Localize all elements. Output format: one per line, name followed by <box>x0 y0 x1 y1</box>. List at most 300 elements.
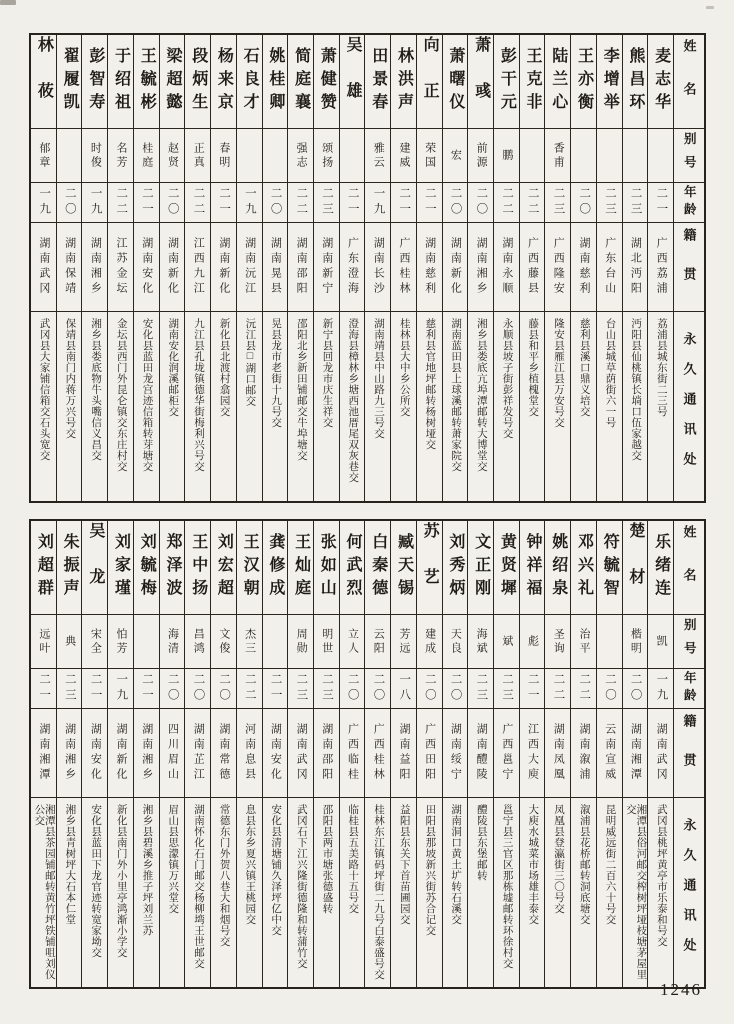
person-address-text: 台山县城草荫街六一号 <box>604 318 616 428</box>
person-native-place-text: 湖南邵阳 <box>295 237 308 297</box>
person-name-text: 刘超群 <box>35 533 53 602</box>
person-age-text: 一九 <box>243 187 256 218</box>
person-column <box>210 521 236 987</box>
person-age-cell <box>571 183 596 223</box>
person-alias-cell <box>571 615 596 669</box>
person-native-place-text: 广西邕宁 <box>500 723 513 783</box>
person-column <box>339 35 365 501</box>
person-age-cell <box>443 669 468 709</box>
person-address-text: 眉山县思濛镇万兴堂交 <box>167 804 179 914</box>
person-address-text: 保靖县南门内蒋万兴号交 <box>64 318 76 439</box>
person-name-cell <box>365 521 390 615</box>
person-age-cell <box>82 669 107 709</box>
person-name-cell <box>314 521 339 615</box>
person-address-cell <box>31 798 56 987</box>
person-age-text: 二一 <box>269 673 282 704</box>
person-age-text: 二〇 <box>449 673 462 704</box>
person-name-cell <box>134 521 159 615</box>
person-column <box>390 35 416 501</box>
person-native-place-text: 湖南安化 <box>89 723 102 783</box>
person-native-place-text: 湖南凤凰 <box>552 723 565 783</box>
person-age-cell <box>108 183 133 223</box>
person-alias-cell <box>443 129 468 183</box>
person-age-cell <box>288 669 313 709</box>
person-name-text: 田景春 <box>369 47 387 116</box>
person-column <box>364 521 390 987</box>
person-native-place-text: 广西藤县 <box>526 237 539 297</box>
person-name-text: 萧彧 <box>472 35 490 128</box>
person-column <box>519 521 545 987</box>
person-age-text: 二一 <box>398 187 411 218</box>
person-native-place-text: 湖南沅江 <box>243 237 256 297</box>
person-age-cell <box>391 669 416 709</box>
person-address-text: 慈利县官地坪邮转杨树垭交 <box>424 318 436 450</box>
person-alias-cell <box>443 615 468 669</box>
person-address-cell <box>57 798 82 987</box>
person-native-place-text: 广西荔浦 <box>655 237 668 297</box>
person-native-place-cell <box>211 223 236 312</box>
person-address-cell <box>417 312 442 501</box>
person-name-text: 翟履凯 <box>61 47 79 116</box>
header-alias-label: 别号 <box>682 132 697 179</box>
person-address-cell <box>623 312 648 501</box>
person-native-place-cell <box>134 709 159 798</box>
person-name-cell <box>391 521 416 615</box>
person-native-place-cell <box>520 223 545 312</box>
person-column <box>493 35 519 501</box>
person-address-text: 湖南安化润溪邮柜交 <box>167 318 179 417</box>
person-alias-cell <box>648 615 673 669</box>
person-native-place-text: 广西桂林 <box>397 237 410 297</box>
person-alias-cell <box>31 129 56 183</box>
person-alias-cell <box>520 615 545 669</box>
person-age-cell <box>160 669 185 709</box>
person-column <box>107 35 133 501</box>
person-age-text: 二二 <box>501 187 514 218</box>
scan-artifact <box>0 0 16 5</box>
person-native-place-text: 云南宣威 <box>603 723 616 783</box>
person-name-text: 梁超懿 <box>163 47 181 116</box>
person-address-text: 邕宁县三官区那栋墟邮转环徐村交 <box>501 804 513 969</box>
person-name-text: 王亦衡 <box>575 47 593 116</box>
person-address-text: 荔浦县城东街二三号 <box>655 318 667 417</box>
person-alias-text: 周勋 <box>295 627 308 656</box>
person-age-text: 二一 <box>141 187 154 218</box>
person-name-cell <box>108 521 133 615</box>
person-native-place-text: 湖南湘乡 <box>63 723 76 783</box>
person-alias-cell <box>545 615 570 669</box>
person-column <box>184 35 210 501</box>
person-column <box>390 521 416 987</box>
person-address-cell <box>494 312 519 501</box>
person-address-text: 桂林东江镇码坪街二九号白泰盛号交 <box>372 804 384 980</box>
person-address-cell <box>468 312 493 501</box>
person-column <box>31 35 56 501</box>
header-alias-cell <box>674 129 704 183</box>
person-age-text: 二一 <box>89 673 102 704</box>
person-column <box>262 35 288 501</box>
person-native-place-cell <box>31 223 56 312</box>
person-address-cell <box>365 312 390 501</box>
person-address-cell <box>648 312 673 501</box>
person-address-cell <box>314 312 339 501</box>
person-age-cell <box>57 183 82 223</box>
person-native-place-text: 湖南湘乡 <box>475 237 488 297</box>
person-age-text: 二二 <box>192 187 205 218</box>
person-address-text: 湘乡县青树坪大石本仁堂 <box>64 804 76 925</box>
person-name-cell <box>31 521 56 615</box>
person-address-cell <box>288 312 313 501</box>
person-column <box>81 521 107 987</box>
person-alias-cell <box>108 615 133 669</box>
person-name-cell <box>443 521 468 615</box>
person-alias-text: 建成 <box>423 627 436 656</box>
person-alias-text: 时俊 <box>89 141 102 170</box>
person-address-text: 金坛县西门外昆仑镇交东庄村交 <box>115 318 127 472</box>
person-address-cell <box>185 798 210 987</box>
person-name-cell <box>134 35 159 129</box>
person-alias-cell <box>391 615 416 669</box>
person-alias-cell <box>211 615 236 669</box>
person-native-place-text: 湖南湘潭 <box>629 723 642 783</box>
person-native-place-cell <box>57 709 82 798</box>
person-alias-cell <box>314 129 339 183</box>
person-name-cell <box>263 35 288 129</box>
person-column <box>467 35 493 501</box>
header-alias-cell <box>674 615 704 669</box>
person-address-text: 凤凰县登瀛街三〇号交 <box>553 804 565 914</box>
person-alias-cell <box>185 615 210 669</box>
person-age-cell <box>185 669 210 709</box>
person-native-place-text: 四川眉山 <box>166 723 179 783</box>
person-address-cell <box>417 798 442 987</box>
person-alias-text: 颂扬 <box>320 141 333 170</box>
person-native-place-text: 湖北沔阳 <box>629 237 642 297</box>
person-age-cell <box>623 669 648 709</box>
person-alias-cell <box>288 615 313 669</box>
person-alias-text: 宋全 <box>89 627 102 656</box>
header-native-place-cell <box>674 223 704 312</box>
person-native-place-text: 广西临桂 <box>346 723 359 783</box>
person-age-text: 二〇 <box>269 187 282 218</box>
person-name-text: 何武烈 <box>344 533 362 602</box>
person-address-text: 湘乡县娄底亢埠潭邮转大博堂交 <box>475 318 487 472</box>
person-native-place-cell <box>134 223 159 312</box>
person-age-cell <box>82 183 107 223</box>
person-address-text: 沅江县□湖口邮交 <box>244 318 256 407</box>
person-age-text: 二三 <box>603 187 616 218</box>
person-age-text: 二〇 <box>166 673 179 704</box>
person-alias-cell <box>597 615 622 669</box>
person-age-cell <box>31 669 56 709</box>
person-name-cell <box>237 35 262 129</box>
person-column <box>416 521 442 987</box>
person-name-cell <box>648 35 673 129</box>
person-name-text: 刘家瑾 <box>112 533 130 602</box>
person-native-place-cell <box>288 223 313 312</box>
person-alias-cell <box>571 129 596 183</box>
person-age-text: 二一 <box>218 187 231 218</box>
person-column <box>544 521 570 987</box>
person-native-place-text: 湖南湘乡 <box>89 237 102 297</box>
person-native-place-text: 湖南新化 <box>449 237 462 297</box>
person-name-cell <box>57 35 82 129</box>
person-age-text: 二二 <box>578 673 591 704</box>
person-column <box>236 35 262 501</box>
person-address-text: 永顺县坡子街彭祥发号交 <box>501 318 513 439</box>
person-native-place-text: 湖南芷江 <box>192 723 205 783</box>
person-name-cell <box>494 35 519 129</box>
person-age-cell <box>314 669 339 709</box>
person-alias-cell <box>185 129 210 183</box>
person-alias-text: 昌鸿 <box>192 627 205 656</box>
person-age-text: 二〇 <box>218 673 231 704</box>
person-address-text: 溆浦县花桥邮转洞底塘交 <box>578 804 590 925</box>
header-address-label: 永久通讯处 <box>681 331 697 482</box>
person-alias-text: 立人 <box>346 627 359 656</box>
person-address-text: 临桂县五美路十五号交 <box>347 804 359 914</box>
person-address-text: 醴陵县东堡邮转 <box>475 804 487 881</box>
person-address-cell <box>31 312 56 501</box>
person-address-text: 邵阳县两市塘张德盛转 <box>321 804 333 914</box>
person-name-text: 彭智寿 <box>86 47 104 116</box>
person-age-text: 二〇 <box>475 187 488 218</box>
person-name-text: 姚桂卿 <box>266 47 284 116</box>
person-alias-cell <box>314 615 339 669</box>
person-alias-cell <box>494 615 519 669</box>
person-address-cell <box>340 312 365 501</box>
person-age-cell <box>365 669 390 709</box>
person-address-cell <box>108 312 133 501</box>
person-address-cell <box>237 312 262 501</box>
person-age-cell <box>185 183 210 223</box>
person-age-cell <box>263 669 288 709</box>
person-age-cell <box>57 669 82 709</box>
header-age-label: 年龄 <box>682 671 697 706</box>
person-age-text: 二三 <box>475 673 488 704</box>
person-age-cell <box>623 183 648 223</box>
person-name-cell <box>211 35 236 129</box>
person-native-place-cell <box>391 223 416 312</box>
person-address-cell <box>623 798 648 987</box>
person-alias-cell <box>263 129 288 183</box>
person-alias-text: 凯 <box>655 634 668 649</box>
person-native-place-text: 湖南醴陵 <box>475 723 488 783</box>
person-name-text: 段炳生 <box>189 47 207 116</box>
person-name-text: 臧天锡 <box>395 533 413 602</box>
person-native-place-text: 湖南绥宁 <box>449 723 462 783</box>
person-native-place-cell <box>494 709 519 798</box>
person-native-place-cell <box>31 709 56 798</box>
person-age-cell <box>340 669 365 709</box>
person-address-cell <box>545 312 570 501</box>
person-alias-text: 文俊 <box>217 627 230 656</box>
person-native-place-cell <box>237 223 262 312</box>
person-native-place-cell <box>468 223 493 312</box>
person-name-text: 乐绪连 <box>652 533 670 602</box>
person-name-cell <box>468 35 493 129</box>
person-native-place-cell <box>108 709 133 798</box>
person-name-cell <box>648 521 673 615</box>
person-age-text: 二三 <box>629 187 642 218</box>
person-name-text: 林莜 <box>35 35 53 128</box>
person-name-text: 李增举 <box>601 47 619 116</box>
person-native-place-text: 广西桂林 <box>372 723 385 783</box>
person-column <box>570 521 596 987</box>
person-address-text: 湘乡县碧溪乡推子坪刘兰苏 <box>141 804 153 936</box>
person-native-place-cell <box>288 709 313 798</box>
person-age-cell <box>494 669 519 709</box>
person-age-cell <box>597 183 622 223</box>
person-native-place-cell <box>597 709 622 798</box>
person-age-text: 二一 <box>655 187 668 218</box>
person-age-cell <box>263 183 288 223</box>
person-native-place-cell <box>340 709 365 798</box>
person-column <box>210 35 236 501</box>
person-address-text: 藤县和平乡植槐堂交 <box>527 318 539 417</box>
person-address-cell <box>57 312 82 501</box>
person-alias-text: 宏 <box>449 148 462 163</box>
header-name-label: 姓名 <box>681 524 697 611</box>
person-native-place-cell <box>263 223 288 312</box>
person-name-text: 陆兰心 <box>549 47 567 116</box>
person-native-place-cell <box>160 223 185 312</box>
header-name-label: 姓名 <box>681 38 697 125</box>
person-address-cell <box>237 798 262 987</box>
person-name-cell <box>314 35 339 129</box>
person-address-text: 桂林县大中乡公所交 <box>398 318 410 417</box>
person-address-text: 武冈县桃坪黄亭市乐泰和号交 <box>655 804 667 947</box>
person-address-text: 湘乡县娄底物牛头嘴信义昌交 <box>90 318 102 461</box>
person-name-cell <box>365 35 390 129</box>
person-age-cell <box>211 183 236 223</box>
person-name-cell <box>160 521 185 615</box>
person-native-place-text: 广西田阳 <box>423 723 436 783</box>
person-column <box>467 521 493 987</box>
person-address-text: 慈利县溪口鼎义培交 <box>578 318 590 417</box>
person-name-text: 刘宏超 <box>215 533 233 602</box>
person-age-text: 一八 <box>398 673 411 704</box>
person-alias-cell <box>57 129 82 183</box>
person-address-cell <box>571 798 596 987</box>
person-native-place-cell <box>443 709 468 798</box>
person-column <box>442 521 468 987</box>
person-address-cell <box>314 798 339 987</box>
person-age-cell <box>520 669 545 709</box>
person-address-text: 昆明威远街二百六十号交 <box>604 804 616 925</box>
person-native-place-text: 湖南湘乡 <box>140 723 153 783</box>
person-alias-text: 鹏 <box>500 148 513 163</box>
person-name-text: 姚绍泉 <box>549 533 567 602</box>
person-age-text: 二二 <box>243 673 256 704</box>
header-column <box>673 521 704 987</box>
person-name-text: 石良才 <box>241 47 259 116</box>
person-alias-cell <box>468 615 493 669</box>
person-alias-text: 楷明 <box>629 627 642 656</box>
person-age-cell <box>545 669 570 709</box>
person-alias-cell <box>160 615 185 669</box>
person-age-text: 一九 <box>115 673 128 704</box>
person-age-text: 一九 <box>372 187 385 218</box>
person-alias-text: 天良 <box>449 627 462 656</box>
person-name-text: 王汉朝 <box>241 533 259 602</box>
person-alias-cell <box>237 129 262 183</box>
person-alias-cell <box>365 129 390 183</box>
person-column <box>159 521 185 987</box>
person-age-cell <box>237 669 262 709</box>
person-name-text: 杨来京 <box>215 47 233 116</box>
person-alias-cell <box>391 129 416 183</box>
person-name-cell <box>597 35 622 129</box>
person-name-text: 王灿庭 <box>292 533 310 602</box>
person-name-cell <box>288 35 313 129</box>
person-alias-cell <box>160 129 185 183</box>
person-alias-text: 正真 <box>192 141 205 170</box>
person-name-text: 朱振声 <box>61 533 79 602</box>
person-native-place-cell <box>263 709 288 798</box>
person-address-text: 湖南蓝田县上球溪邮转萧家院交 <box>450 318 462 472</box>
person-native-place-cell <box>391 709 416 798</box>
person-native-place-text: 湖南保靖 <box>63 237 76 297</box>
person-column <box>262 521 288 987</box>
header-address-cell <box>674 798 704 987</box>
person-age-cell <box>648 669 673 709</box>
person-name-text: 张如山 <box>318 533 336 602</box>
person-address-cell <box>185 312 210 501</box>
person-native-place-cell <box>82 223 107 312</box>
person-name-cell <box>263 521 288 615</box>
person-name-cell <box>185 521 210 615</box>
person-native-place-text: 湖南新宁 <box>320 237 333 297</box>
person-alias-text: 建威 <box>397 141 410 170</box>
person-alias-cell <box>417 129 442 183</box>
person-address-cell <box>82 798 107 987</box>
person-native-place-cell <box>417 709 442 798</box>
person-native-place-cell <box>82 709 107 798</box>
person-native-place-text: 湖南晃县 <box>269 237 282 297</box>
person-alias-cell <box>494 129 519 183</box>
person-alias-cell <box>623 615 648 669</box>
person-address-text: 新化县北渡村翕园交 <box>218 318 230 417</box>
person-age-text: 二一 <box>526 673 539 704</box>
person-address-text: 湖南靖县中山路九三号交 <box>372 318 384 439</box>
person-native-place-text: 湖南武冈 <box>37 237 50 297</box>
person-name-cell <box>82 521 107 615</box>
person-column <box>313 521 339 987</box>
person-native-place-text: 湖南溆浦 <box>577 723 590 783</box>
person-name-text: 萧曙仪 <box>446 47 464 116</box>
person-native-place-text: 湖南安化 <box>269 723 282 783</box>
person-name-cell <box>160 35 185 129</box>
person-column <box>184 521 210 987</box>
person-column <box>56 521 82 987</box>
person-name-text: 刘秀炳 <box>446 533 464 602</box>
person-age-text: 一九 <box>38 187 51 218</box>
person-alias-text: 圣询 <box>552 627 565 656</box>
person-alias-text: 前源 <box>475 141 488 170</box>
person-address-cell <box>134 798 159 987</box>
person-name-cell <box>417 35 442 129</box>
person-address-text: 武冈石下江兴隆街德隆和转蒲竹交 <box>295 804 307 969</box>
person-native-place-cell <box>520 709 545 798</box>
person-address-text: 大庾水城菜市场雄丰泰交 <box>527 804 539 925</box>
person-column <box>339 521 365 987</box>
header-address-label: 永久通讯处 <box>681 817 697 968</box>
person-alias-text: 海清 <box>166 627 179 656</box>
person-age-cell <box>545 183 570 223</box>
person-native-place-text: 湖南湘潭 <box>37 723 50 783</box>
person-native-place-text: 江苏金坛 <box>115 237 128 297</box>
